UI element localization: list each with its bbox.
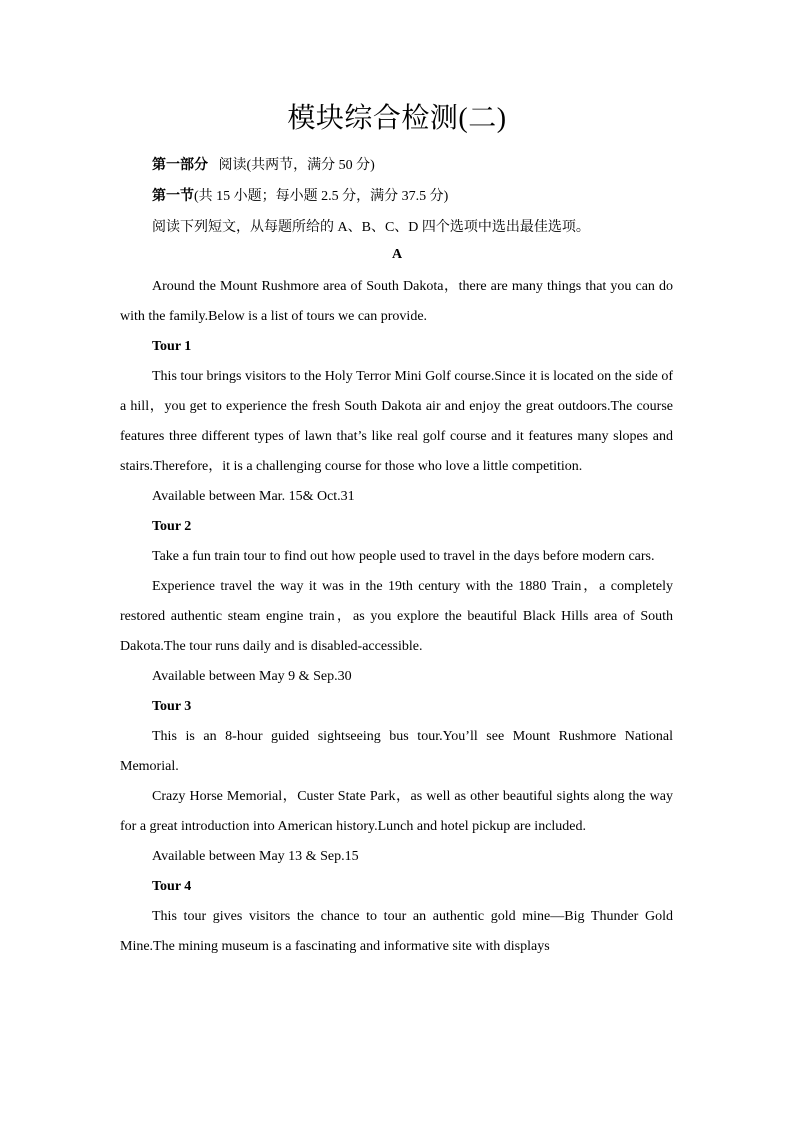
passage-body [120,272,673,962]
section-heading [152,185,448,205]
tour1-heading: Tour 1 [152,339,192,354]
tour2-description-1: Take a fun train tour to find out how people used to travel in the days before modern cars. [152,549,655,564]
section-text: (共 15 小题；每小题 2.5 分，满分 37.5 分) [194,189,449,204]
tour3-availability: Available between May 13 & Sep.15 [152,849,359,864]
tour3-description-1: This is an 8-hour guided sightseeing bus tour.You’ll see Mount Rushmore National Memorial. [120,729,673,774]
document-title: 模块综合检测(二) [287,103,507,134]
part-label: 第一部分 [152,158,208,173]
tour2-heading: Tour 2 [152,519,192,534]
tour3-heading: Tour 3 [152,699,192,714]
tour4-heading: Tour 4 [152,879,192,894]
section-label: 第一节 [152,189,194,204]
part-heading [152,154,375,174]
passage-label: A [391,247,403,262]
part-text: 阅读(共两节，满分 50 分) [218,158,375,173]
instruction: 阅读下列短文，从每题所给的 A、B、C、D 四个选项中选出最佳选项。 [152,220,590,235]
tour1-availability: Available between Mar. 15& Oct.31 [152,489,355,504]
tour4-description: This tour gives visitors the chance to tour an authentic gold mine—Big Thunder Gold Mine.The mining museum is a fascinating and informative site with displays [120,909,673,954]
passage-intro: Around the Mount Rushmore area of South Dakota，there are many things that you can do with the family.Below is a list of tours we can provide. [120,279,673,324]
tour2-availability: Available between May 9 & Sep.30 [152,669,352,684]
tour2-description-2: Experience travel the way it was in the 19th century with the 1880 Train，a completely restored authentic steam engine train，as you explore the beautiful Black Hills area of South Dakota.The tour runs daily and is disabled-accessible. [120,579,673,654]
tour3-description-2: Crazy Horse Memorial，Custer State Park，as well as other beautiful sights along the way for a great introduction into American history.Lunch and hotel pickup are included. [120,789,673,834]
tour1-description: This tour brings visitors to the Holy Terror Mini Golf course.Since it is located on the side of a hill，you get to experience the fresh South Dakota air and enjoy the great outdoors.The course features three different types of lawn that’s like real golf course and it features many slopes and stairs.Therefore，it is a challenging course for those who love a little competition. [120,369,673,474]
